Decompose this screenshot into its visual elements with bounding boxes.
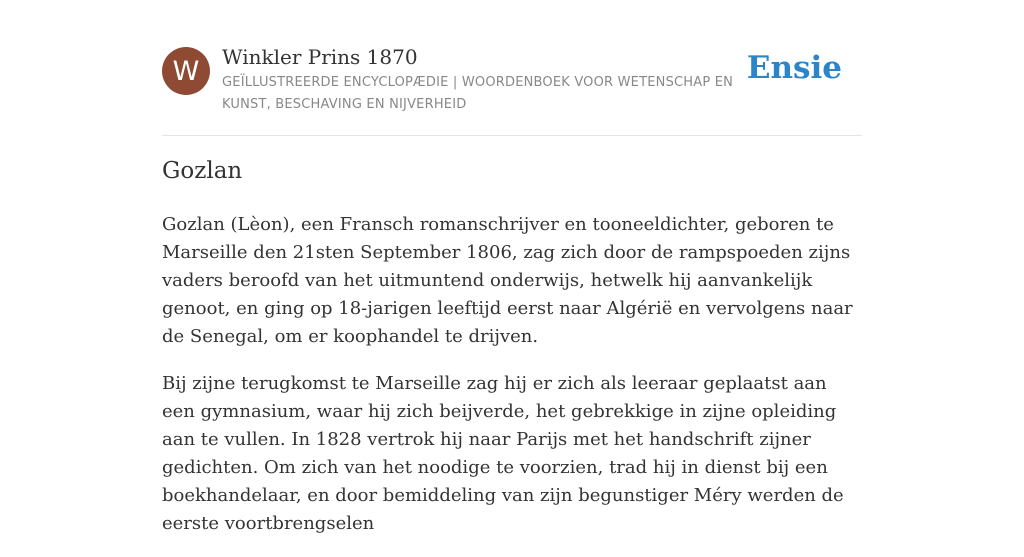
- source-header: [162, 44, 862, 136]
- entry-body: [162, 211, 862, 557]
- source-subtitle: GEÏLLUSTREERDE ENCYCLOPÆDIE | WOORDENBOEK VOOR WETENSCHAP EN KUNST, BESCHAVING EN NIJVERHEID: [222, 75, 734, 112]
- entry-paragraph: Gozlan (Lèon), een Fransch romanschrijver en tooneeldichter, geboren te Marseille den 21sten September 1806, zag zich door de rampspoeden zijns vaders beroofd van het uitmuntend onderwijs, hetwelk hij aanvankelijk genoot, en ging op 18-jarigen leeftijd eerst naar Algérië en vervolgens naar de Senegal, om er koophandel te drijven.: [162, 214, 853, 347]
- header-divider: [162, 135, 862, 136]
- entry-paragraph: Bij zijne terugkomst te Marseille zag hij er zich als leeraar geplaatst aan een gymnasium, waar hij zich beijverde, het gebrekkige in zijne opleiding aan te vullen. In 1828 vertrok hij naar Parijs met het handschrift zijner gedichten. Om zich van het noodige te voorzien, trad hij in dienst bij een boekhandelaar, en door bemiddeling van zijn begunstiger Méry werden de eerste voortbrengselen: [162, 373, 844, 534]
- ensie-logo[interactable]: Ensie: [746, 50, 842, 86]
- source-avatar[interactable]: W: [162, 47, 210, 95]
- entry-title: Gozlan: [162, 158, 243, 184]
- source-title[interactable]: Winkler Prins 1870: [222, 45, 418, 69]
